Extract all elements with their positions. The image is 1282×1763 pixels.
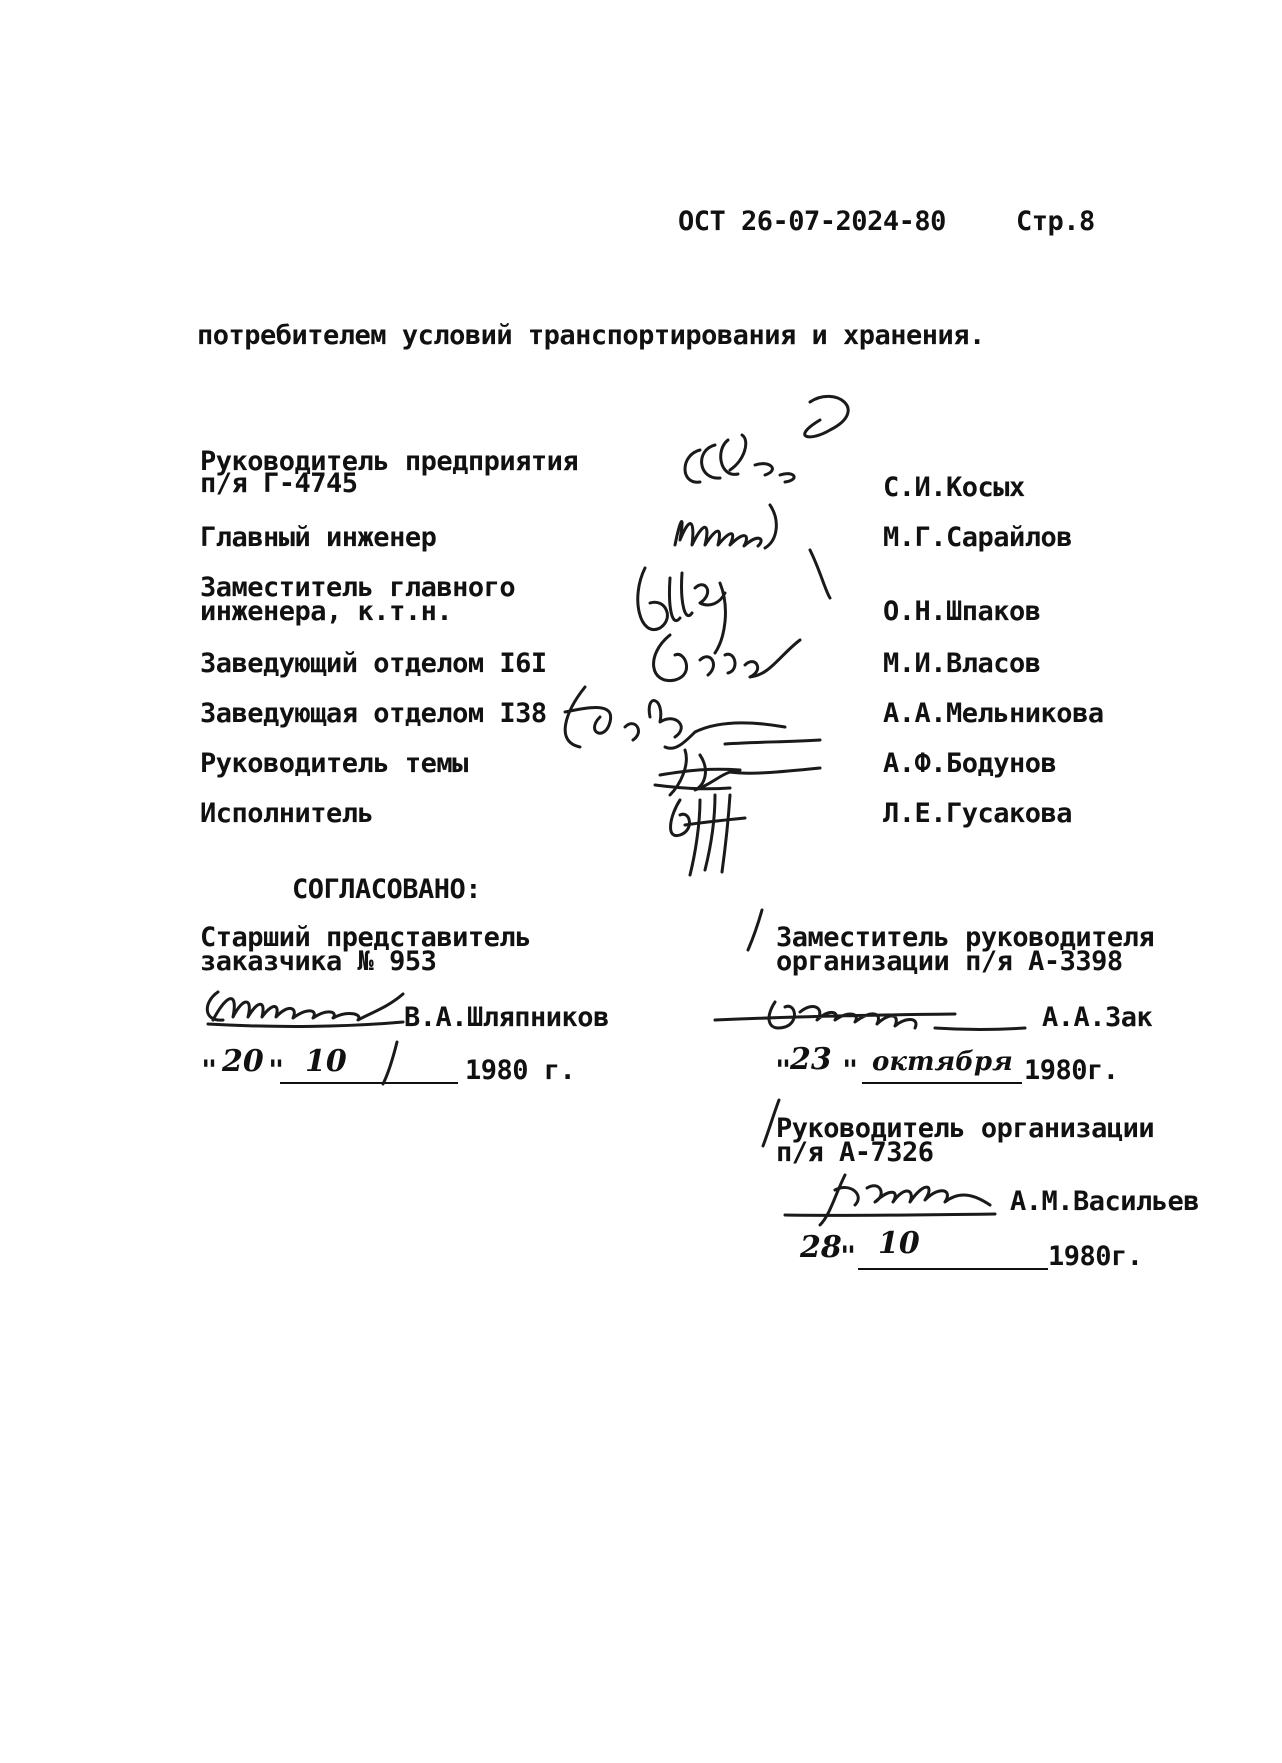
deputy-head-date-close-quote: " bbox=[842, 1055, 858, 1086]
signature-shlyapnikov bbox=[198, 982, 413, 1032]
signatory-5-name: А.А.Мельникова bbox=[883, 698, 1104, 729]
customer-rep-date-open-quote: " bbox=[201, 1055, 217, 1086]
customer-rep-name: В.А.Шляпников bbox=[404, 1002, 609, 1033]
customer-rep-date-day: 20 bbox=[222, 1044, 264, 1079]
deputy-head-title-line2: организации п/я А-3398 bbox=[776, 946, 1123, 977]
customer-rep-title-line2: заказчика № 953 bbox=[200, 946, 437, 977]
signatory-1-position-line2: п/я Г-4745 bbox=[200, 468, 358, 499]
signatory-3-name: О.Н.Шпаков bbox=[883, 596, 1041, 627]
org-head-date-year: 1980г. bbox=[1048, 1241, 1143, 1272]
signatory-7-position: Исполнитель bbox=[200, 798, 374, 829]
document-number: ОСТ 26-07-2024-80 bbox=[678, 206, 946, 237]
page-number: Стр.8 bbox=[1016, 206, 1095, 237]
signature-kosykh bbox=[660, 390, 880, 500]
customer-rep-date-month: 10 bbox=[305, 1044, 347, 1079]
signatory-3-position-line1: Заместитель главного bbox=[200, 572, 516, 603]
org-head-title-line2: п/я А-7326 bbox=[776, 1137, 934, 1168]
customer-rep-date-close-quote: " bbox=[268, 1055, 284, 1086]
deputy-head-name: А.А.Зак bbox=[1042, 1002, 1153, 1033]
signature-vasiliev bbox=[775, 1160, 1015, 1230]
deputy-head-date-month: октября bbox=[872, 1047, 1013, 1077]
signature-zak bbox=[705, 982, 1035, 1042]
signatory-5-position: Заведующая отделом I38 bbox=[200, 698, 547, 729]
customer-rep-title-line1: Старший представитель bbox=[200, 922, 531, 953]
signatory-6-name: А.Ф.Бодунов bbox=[883, 748, 1057, 779]
check-mark-icon bbox=[740, 906, 770, 956]
customer-rep-date-slash bbox=[375, 1038, 405, 1088]
signatory-4-position: Заведующий отделом I6I bbox=[200, 648, 547, 679]
signatory-6-position: Руководитель темы bbox=[200, 748, 468, 779]
deputy-head-date-year: 1980г. bbox=[1024, 1055, 1119, 1086]
signatory-7-name: Л.Е.Гусакова bbox=[883, 798, 1073, 829]
signatory-1-name: С.И.Косых bbox=[883, 472, 1025, 503]
org-head-name: А.М.Васильев bbox=[1010, 1186, 1200, 1217]
customer-rep-date-underline bbox=[280, 1082, 458, 1084]
org-head-date-close-quote: " bbox=[840, 1241, 856, 1272]
signature-gusakova bbox=[650, 780, 780, 880]
customer-rep-date-year: 1980 г. bbox=[465, 1055, 576, 1086]
deputy-head-date-open-quote: " bbox=[775, 1055, 791, 1086]
signatory-2-name: М.Г.Сарайлов bbox=[883, 522, 1073, 553]
deputy-head-date-day: 23 bbox=[790, 1042, 832, 1077]
org-head-date-underline bbox=[858, 1268, 1048, 1270]
deputy-head-date-underline bbox=[862, 1082, 1022, 1084]
org-head-title-line1: Руководитель организации bbox=[776, 1113, 1155, 1144]
signatory-4-name: М.И.Власов bbox=[883, 648, 1041, 679]
body-text: потребителем условий транспортирования и хранения. bbox=[197, 320, 985, 351]
signatory-2-position: Главный инженер bbox=[200, 522, 437, 553]
deputy-head-title-line1: Заместитель руководителя bbox=[776, 922, 1155, 953]
agreed-heading: СОГЛАСОВАНО: bbox=[292, 874, 482, 905]
org-head-date-day: 28 bbox=[800, 1230, 842, 1265]
org-head-date-month: 10 bbox=[878, 1226, 920, 1261]
signatory-1-position-line1: Руководитель предприятия bbox=[200, 446, 579, 477]
signatory-3-position-line2: инженера, к.т.н. bbox=[200, 596, 453, 627]
